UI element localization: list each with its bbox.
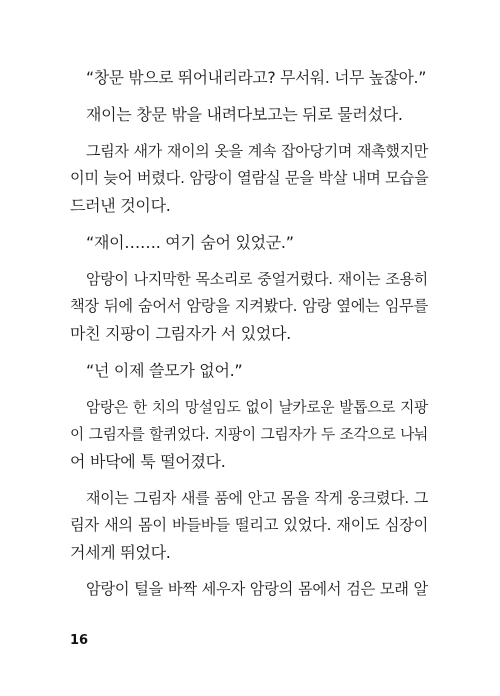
text-line: 그림자 새가 재이의 옷을 계속 잡아당기며 재촉했지만 <box>86 142 428 160</box>
paragraph <box>70 357 428 384</box>
page-number: 16 <box>70 633 89 648</box>
text-line: 이미 늦어 버렸다. 암랑이 열람실 문을 박살 내며 모습을 <box>70 169 429 187</box>
text-line: 이 그림자를 할퀴었다. 지팡이 그림자가 두 조각으로 나눠 <box>70 426 428 443</box>
text-line: 재이는 창문 밖을 내려다보고는 뒤로 물러섰다. <box>86 105 403 124</box>
paragraph <box>70 266 428 347</box>
paragraph <box>70 229 428 256</box>
text-line: “창문 밖으로 뛰어내리라고? 무서워. 너무 높잖아.” <box>86 68 427 87</box>
paragraph <box>70 101 428 128</box>
paragraph <box>70 576 428 603</box>
text-line: 어 바닥에 툭 떨어졌다. <box>70 452 226 471</box>
text-line: 암랑이 털을 바짝 세우자 암랑의 몸에서 검은 모래 알 <box>86 580 428 598</box>
text-line: 암랑이 나지막한 목소리로 중얼거렸다. 재이는 조용히 <box>86 270 428 288</box>
text-line: 재이는 그림자 새를 품에 안고 몸을 작게 웅크렸다. 그 <box>86 489 428 507</box>
text-line: 책장 뒤에 숨어서 암랑을 지켜봤다. 암랑 옆에는 임무를 <box>70 297 428 315</box>
text-line: 드러낸 것이다. <box>70 196 171 215</box>
paragraph <box>70 64 428 91</box>
text-line: 거세게 뛰었다. <box>70 543 171 562</box>
text-line: 마친 지팡이 그림자가 서 있었다. <box>70 324 291 343</box>
paragraph <box>70 485 428 566</box>
text-line: 림자 새의 몸이 바들바들 떨리고 있었다. 재이도 심장이 <box>70 516 428 534</box>
text-line: “넌 이제 쓸모가 없어.” <box>86 361 243 380</box>
paragraph <box>70 394 428 475</box>
text-line: 암랑은 한 치의 망설임도 없이 날카로운 발톱으로 지팡 <box>86 399 428 416</box>
body-text <box>70 64 428 613</box>
text-line: “재이……. 여기 숨어 있었군.” <box>86 233 294 252</box>
paragraph <box>70 138 428 219</box>
